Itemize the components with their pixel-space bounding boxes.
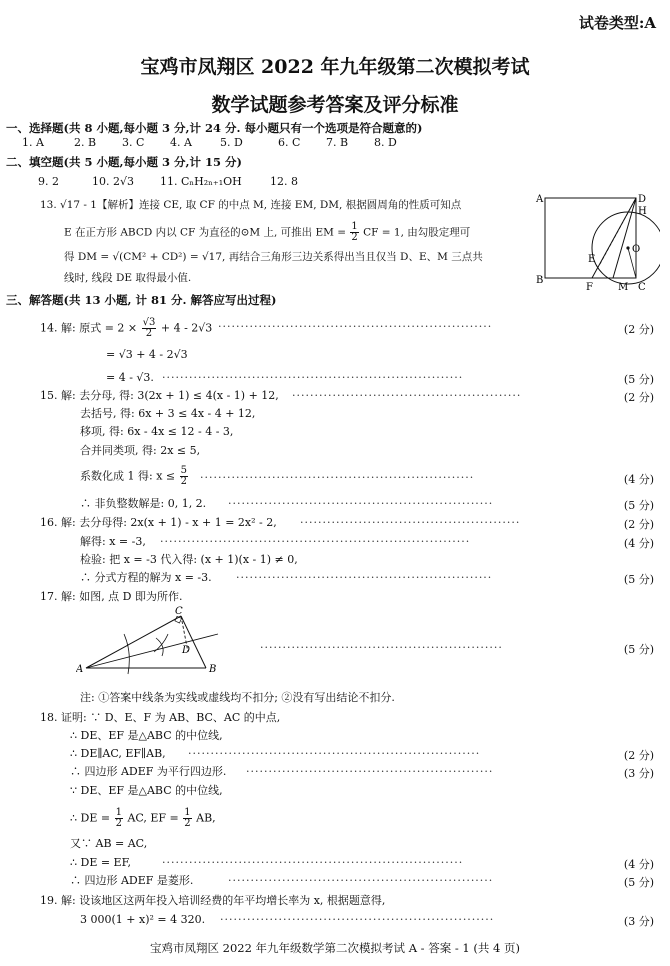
q18-line-3: ∴ DE∥AC, EF∥AB, bbox=[70, 747, 166, 760]
leader-dots: ······················································ bbox=[260, 641, 503, 654]
choice-answer-3: 3. C bbox=[122, 136, 145, 149]
q17-note: 注: ①答案中线条为实线或虚线均不扣分; ②没有写出结论不扣分. bbox=[80, 691, 395, 704]
fig-label-F: F bbox=[586, 282, 593, 292]
q18-line-1: 18. 证明: ∵ D、E、F 为 AB、BC、AC 的中点, bbox=[40, 711, 281, 724]
leader-dots: ····································································· bbox=[160, 535, 471, 548]
fig-label-C: C bbox=[638, 282, 646, 292]
leader-dots: ······················································· bbox=[246, 765, 494, 778]
q17-label-A: A bbox=[76, 664, 84, 675]
q18-fraction-1: $\frac{1}{2}$ bbox=[115, 807, 122, 829]
leader-dots: ····························································· bbox=[200, 471, 475, 484]
answer-key-title: 数学试题参考答案及评分标准 bbox=[211, 94, 459, 116]
q17-label-D: D bbox=[182, 645, 191, 656]
q13-line-2: E 在正方形 ABCD 内以 CF 为直径的⊙M 上, 可推出 EM = $\frac{1}{2}$ CF = 1, 由勾股定理可 bbox=[64, 221, 471, 243]
q17-label-B: B bbox=[209, 664, 217, 675]
leader-dots: ··························································· bbox=[228, 874, 494, 887]
q14-score-3: (5 分) bbox=[623, 373, 654, 386]
q15-line-5: 系数化成 1 得: x ≤ $\frac{5}{2}$ bbox=[80, 465, 187, 487]
q17-construction-figure bbox=[76, 604, 236, 676]
q15-line-6: ∴ 非负整数解是: 0, 1, 2. bbox=[80, 497, 207, 510]
paper-type-label: 试卷类型:A bbox=[578, 14, 656, 32]
q13-geometry-figure bbox=[530, 190, 660, 292]
q17-score: (5 分) bbox=[623, 643, 654, 656]
fig-label-D: D bbox=[638, 194, 647, 205]
q16-line-2: 解得: x = -3, bbox=[80, 535, 146, 548]
fill-answer-9: 9. 2 bbox=[38, 175, 59, 188]
leader-dots: ··································································· bbox=[162, 856, 464, 869]
q18-fraction-2: $\frac{1}{2}$ bbox=[184, 807, 191, 829]
fill-answer-10: 10. 2√3 bbox=[92, 175, 134, 188]
fig-label-M: M bbox=[618, 282, 629, 292]
q17-line-1: 17. 解: 如图, 点 D 即为所作. bbox=[40, 590, 183, 603]
q18-score-9: (5 分) bbox=[623, 876, 654, 889]
q14-line-2: = √3 + 4 - 2√3 bbox=[106, 348, 188, 361]
leader-dots: ····························································· bbox=[220, 913, 495, 926]
q13-line-1: 13. √17 - 1【解析】连接 CE, 取 CF 的中点 M, 连接 EM, DM, 根据圆周角的性质可知点 bbox=[40, 199, 462, 211]
choice-answer-6: 6. C bbox=[278, 136, 301, 149]
q15-line-1: 15. 解: 去分母, 得: 3(2x + 1) ≤ 4(x - 1) + 12, bbox=[40, 389, 279, 402]
section3-heading: 三、解答题(共 13 小题, 计 81 分. 解答应写出过程) bbox=[6, 293, 277, 307]
q17-label-C: C bbox=[175, 606, 183, 617]
q19-line-1: 19. 解: 设该地区这两年投入培训经费的年平均增长率为 x, 根据题意得, bbox=[40, 894, 386, 907]
q18-line-7: 又∵ AB = AC, bbox=[70, 837, 148, 850]
fig-label-E: E bbox=[588, 254, 596, 265]
exam-title: 宝鸡市凤翔区 2022 年九年级第二次模拟考试 bbox=[140, 56, 530, 78]
q18-line-9: ∴ 四边形 ADEF 是菱形. bbox=[70, 874, 194, 887]
q13-half-fraction: $\frac{1}{2}$ bbox=[351, 221, 358, 243]
page-footer: 宝鸡市凤翔区 2022 年九年级数学第二次模拟考试 A - 答案 - 1 (共 4 页) bbox=[149, 941, 520, 955]
q15-fraction: $\frac{5}{2}$ bbox=[180, 465, 187, 487]
leader-dots: ··························································· bbox=[228, 497, 494, 510]
section1-heading: 一、选择题(共 8 小题,每小题 3 分,计 24 分. 每小题只有一个选项是符合题意的) bbox=[6, 121, 423, 135]
q16-score-4: (5 分) bbox=[623, 573, 654, 586]
q13-line-4: 线时, 线段 DE 取得最小值. bbox=[64, 272, 192, 284]
choice-answer-5: 5. D bbox=[220, 136, 243, 149]
q18-line-6: ∴ DE = $\frac{1}{2}$ AC, EF = $\frac{1}{2}$ AB, bbox=[70, 807, 216, 829]
q18-line-2: ∴ DE、EF 是△ABC 的中位线, bbox=[70, 729, 223, 742]
q15-line-3: 移项, 得: 6x - 4x ≤ 12 - 4 - 3, bbox=[80, 425, 234, 438]
choice-answer-4: 4. A bbox=[170, 136, 192, 149]
leader-dots: ··················································· bbox=[292, 389, 522, 402]
q14-fraction: $\frac{√3}{2}$ bbox=[142, 317, 156, 339]
q15-score-1: (2 分) bbox=[623, 391, 654, 404]
choice-answer-8: 8. D bbox=[374, 136, 397, 149]
q18-score-3: (2 分) bbox=[623, 749, 654, 762]
q18-line-5: ∵ DE、EF 是△ABC 的中位线, bbox=[70, 784, 223, 797]
leader-dots: ························································· bbox=[236, 571, 493, 584]
q15-line-2: 去括号, 得: 6x + 3 ≤ 4x - 4 + 12, bbox=[80, 407, 256, 420]
fig-label-A: A bbox=[536, 194, 544, 205]
q18-score-8: (4 分) bbox=[623, 858, 654, 871]
leader-dots: ··································································· bbox=[162, 371, 464, 384]
q15-score-5: (4 分) bbox=[623, 473, 654, 486]
q16-score-2: (4 分) bbox=[623, 537, 654, 550]
q14-score-1: (2 分) bbox=[623, 323, 654, 336]
q19-score-2: (3 分) bbox=[623, 915, 654, 928]
choice-answer-1: 1. A bbox=[22, 136, 44, 149]
q13-line-3: 得 DM = √(CM² + CD²) = √17, 再结合三角形三边关系得出当且仅当 D、E、M 三点共 bbox=[64, 251, 483, 263]
fig-label-B: B bbox=[536, 275, 544, 286]
q15-line-4: 合并同类项, 得: 2x ≤ 5, bbox=[80, 444, 201, 457]
section2-heading: 二、填空题(共 5 小题,每小题 3 分,计 15 分) bbox=[6, 155, 242, 169]
choice-answer-7: 7. B bbox=[326, 136, 349, 149]
q18-line-8: ∴ DE = EF, bbox=[70, 856, 131, 869]
q16-line-4: ∴ 分式方程的解为 x = -3. bbox=[80, 571, 212, 584]
q16-score-1: (2 分) bbox=[623, 518, 654, 531]
q18-score-4: (3 分) bbox=[623, 767, 654, 780]
leader-dots: ································································· bbox=[188, 747, 481, 760]
q18-line-4: ∴ 四边形 ADEF 为平行四边形. bbox=[70, 765, 227, 778]
q19-line-2: 3 000(1 + x)² = 4 320. bbox=[80, 913, 206, 926]
q14-line-1: 14. 解: 原式 = 2 × $\frac{√3}{2}$ + 4 - 2√3 bbox=[40, 317, 213, 339]
leader-dots: ················································· bbox=[300, 516, 521, 529]
q16-line-1: 16. 解: 去分母得: 2x(x + 1) - x + 1 = 2x² - 2, bbox=[40, 516, 277, 529]
leader-dots: ····························································· bbox=[218, 320, 493, 333]
choice-answer-2: 2. B bbox=[74, 136, 97, 149]
q15-score-6: (5 分) bbox=[623, 499, 654, 512]
q16-line-3: 检验: 把 x = -3 代入得: (x + 1)(x - 1) ≠ 0, bbox=[80, 553, 298, 566]
fig-label-O: O bbox=[632, 244, 641, 255]
fig-label-H: H bbox=[638, 206, 647, 217]
q14-line-3: = 4 - √3. bbox=[106, 371, 154, 384]
fill-answer-11: 11. CₙH₂ₙ₊₁OH bbox=[160, 175, 242, 188]
fill-answer-12: 12. 8 bbox=[270, 175, 298, 188]
